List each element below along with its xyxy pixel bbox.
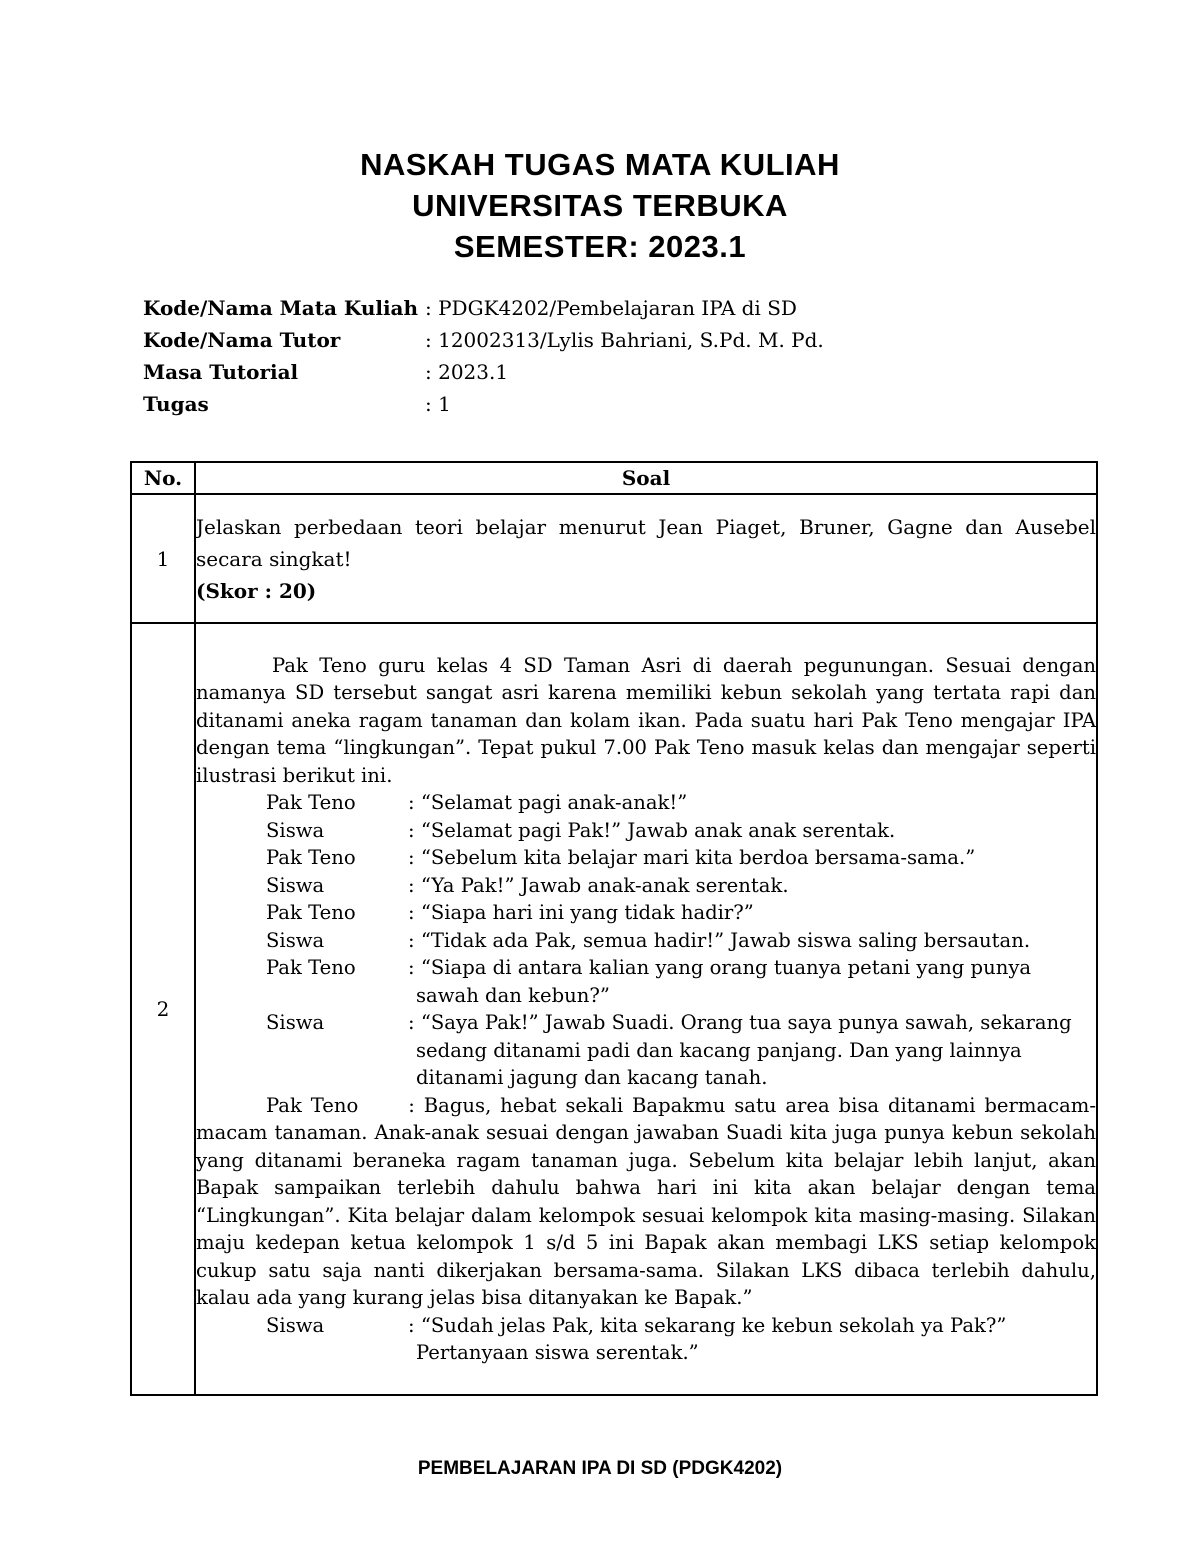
course-info-value: : PDGK4202/Pembelajaran IPA di SD <box>425 296 797 320</box>
questions-table <box>130 461 1098 1396</box>
dialog-line <box>196 844 1096 872</box>
dialog-speaker: Pak Teno <box>266 846 356 869</box>
dialog-text: : “Siapa di antara kalian yang orang tuanya petani yang punya sawah dan kebun?” <box>408 956 1032 1007</box>
dialog-speaker: Pak Teno <box>266 901 356 924</box>
dialog-text: : “Ya Pak!” Jawab anak-anak serentak. <box>408 873 789 897</box>
header-line-2: UNIVERSITAS TERBUKA <box>412 188 788 223</box>
dialog-line <box>196 872 1096 900</box>
course-info-row <box>143 390 1043 422</box>
dialog-text: : Bagus, hebat sekali Bapakmu satu area bisa ditanami bermacam-macam tanaman. Anak-anak sesuai dengan jawaban Suadi kita juga punya kebun sekolah yang ditanami beraneka ragam tanaman juga. Sebelum kita belajar lebih lanjut, akan Bapak sampaikan terlebih dahulu bahwa hari ini kita akan belajar dengan tema “Lingkungan”. Kita belajar dalam kelompok sesuai kelompok kita masing-masing. Silakan maju kedepan ketua kelompok 1 s/d 5 ini Bapak akan membagi LKS setiap kelompok cukup satu saja nanti dikerjakan bersama-sama. Silakan LKS dibaca terlebih dahulu, kalau ada yang kurang jelas bisa ditanyakan ke Bapak.” <box>196 1093 1096 1309</box>
header-line-3: SEMESTER: 2023.1 <box>453 229 747 264</box>
course-info-value: : 1 <box>425 392 451 416</box>
dialog-line <box>196 1312 1096 1367</box>
course-info-value: : 2023.1 <box>425 360 509 384</box>
dialog-speaker: Siswa <box>266 818 325 842</box>
dialog-text: : “Selamat pagi anak-anak!” <box>408 791 688 814</box>
dialog-line <box>196 954 1096 1009</box>
table-header-row <box>131 462 1097 494</box>
course-info <box>143 294 1043 422</box>
dialog-long-block <box>196 1092 1096 1312</box>
course-info-row <box>143 326 1043 358</box>
question-number: 1 <box>131 494 195 623</box>
question-score: (Skor : 20) <box>196 578 317 603</box>
course-info-key: Kode/Nama Mata Kuliah <box>143 296 419 320</box>
story-intro: Pak Teno guru kelas 4 SD Taman Asri di daerah pegunungan. Sesuai dengan namanya SD tersebut sangat asri karena memiliki kebun sekolah yang tertata rapi dan ditanami aneka ragam tanaman dan kolam ikan. Pada suatu hari Pak Teno mengajar IPA dengan tema “lingkungan”. Tepat pukul 7.00 Pak Teno masuk kelas dan mengajar seperti ilustrasi berikut ini. <box>196 653 1096 787</box>
dialog-line <box>196 1009 1096 1092</box>
question-text: Jelaskan perbedaan teori belajar menurut Jean Piaget, Bruner, Gagne dan Ausebel secara singkat! <box>196 514 1096 571</box>
dialog-speaker: Pak Teno <box>266 956 356 979</box>
course-info-key: Tugas <box>143 392 209 416</box>
course-info-row <box>143 358 1043 390</box>
column-header-no: No. <box>131 462 195 494</box>
dialog-text: : “Sudah jelas Pak, kita sekarang ke kebun sekolah ya Pak?” Pertanyaan siswa serentak.” <box>408 1313 1007 1364</box>
dialog-line <box>196 817 1096 845</box>
question-cell-2 <box>195 623 1097 1395</box>
dialog-text: : “Siapa hari ini yang tidak hadir?” <box>408 901 754 924</box>
dialog-text: : “Selamat pagi Pak!” Jawab anak anak serentak. <box>408 818 896 842</box>
question-row-2 <box>131 623 1097 1395</box>
dialog-line <box>196 899 1096 927</box>
dialog-text: : “Saya Pak!” Jawab Suadi. Orang tua saya punya sawah, sekarang sedang ditanami padi dan kacang panjang. Dan yang lainnya ditanami jagung dan kacang tanah. <box>408 1011 1072 1089</box>
question-number: 2 <box>131 623 195 1395</box>
question-row-1 <box>131 494 1097 623</box>
dialog-speaker: Siswa <box>266 1313 325 1337</box>
dialog-text: : “Sebelum kita belajar mari kita berdoa bersama-sama.” <box>408 846 976 869</box>
dialog-speaker: Siswa <box>266 873 325 897</box>
page-footer: PEMBELAJARAN IPA DI SD (PDGK4202) <box>417 1458 783 1479</box>
column-header-soal: Soal <box>195 462 1097 494</box>
course-info-key: Kode/Nama Tutor <box>143 328 341 352</box>
dialog-line <box>196 789 1096 817</box>
header-line-1: NASKAH TUGAS MATA KULIAH <box>360 147 840 182</box>
course-info-value: : 12002313/Lylis Bahriani, S.Pd. M. Pd. <box>425 328 824 352</box>
question-cell-1 <box>195 494 1097 623</box>
dialog-speaker: Pak Teno <box>266 1093 359 1117</box>
course-info-row <box>143 294 1043 326</box>
dialog-speaker: Siswa <box>266 928 325 952</box>
dialog-speaker: Siswa <box>266 1011 325 1034</box>
course-info-key: Masa Tutorial <box>143 360 299 384</box>
dialog-speaker: Pak Teno <box>266 791 356 814</box>
dialog-text: : “Tidak ada Pak, semua hadir!” Jawab siswa saling bersautan. <box>408 928 1031 952</box>
dialog-line <box>196 927 1096 955</box>
